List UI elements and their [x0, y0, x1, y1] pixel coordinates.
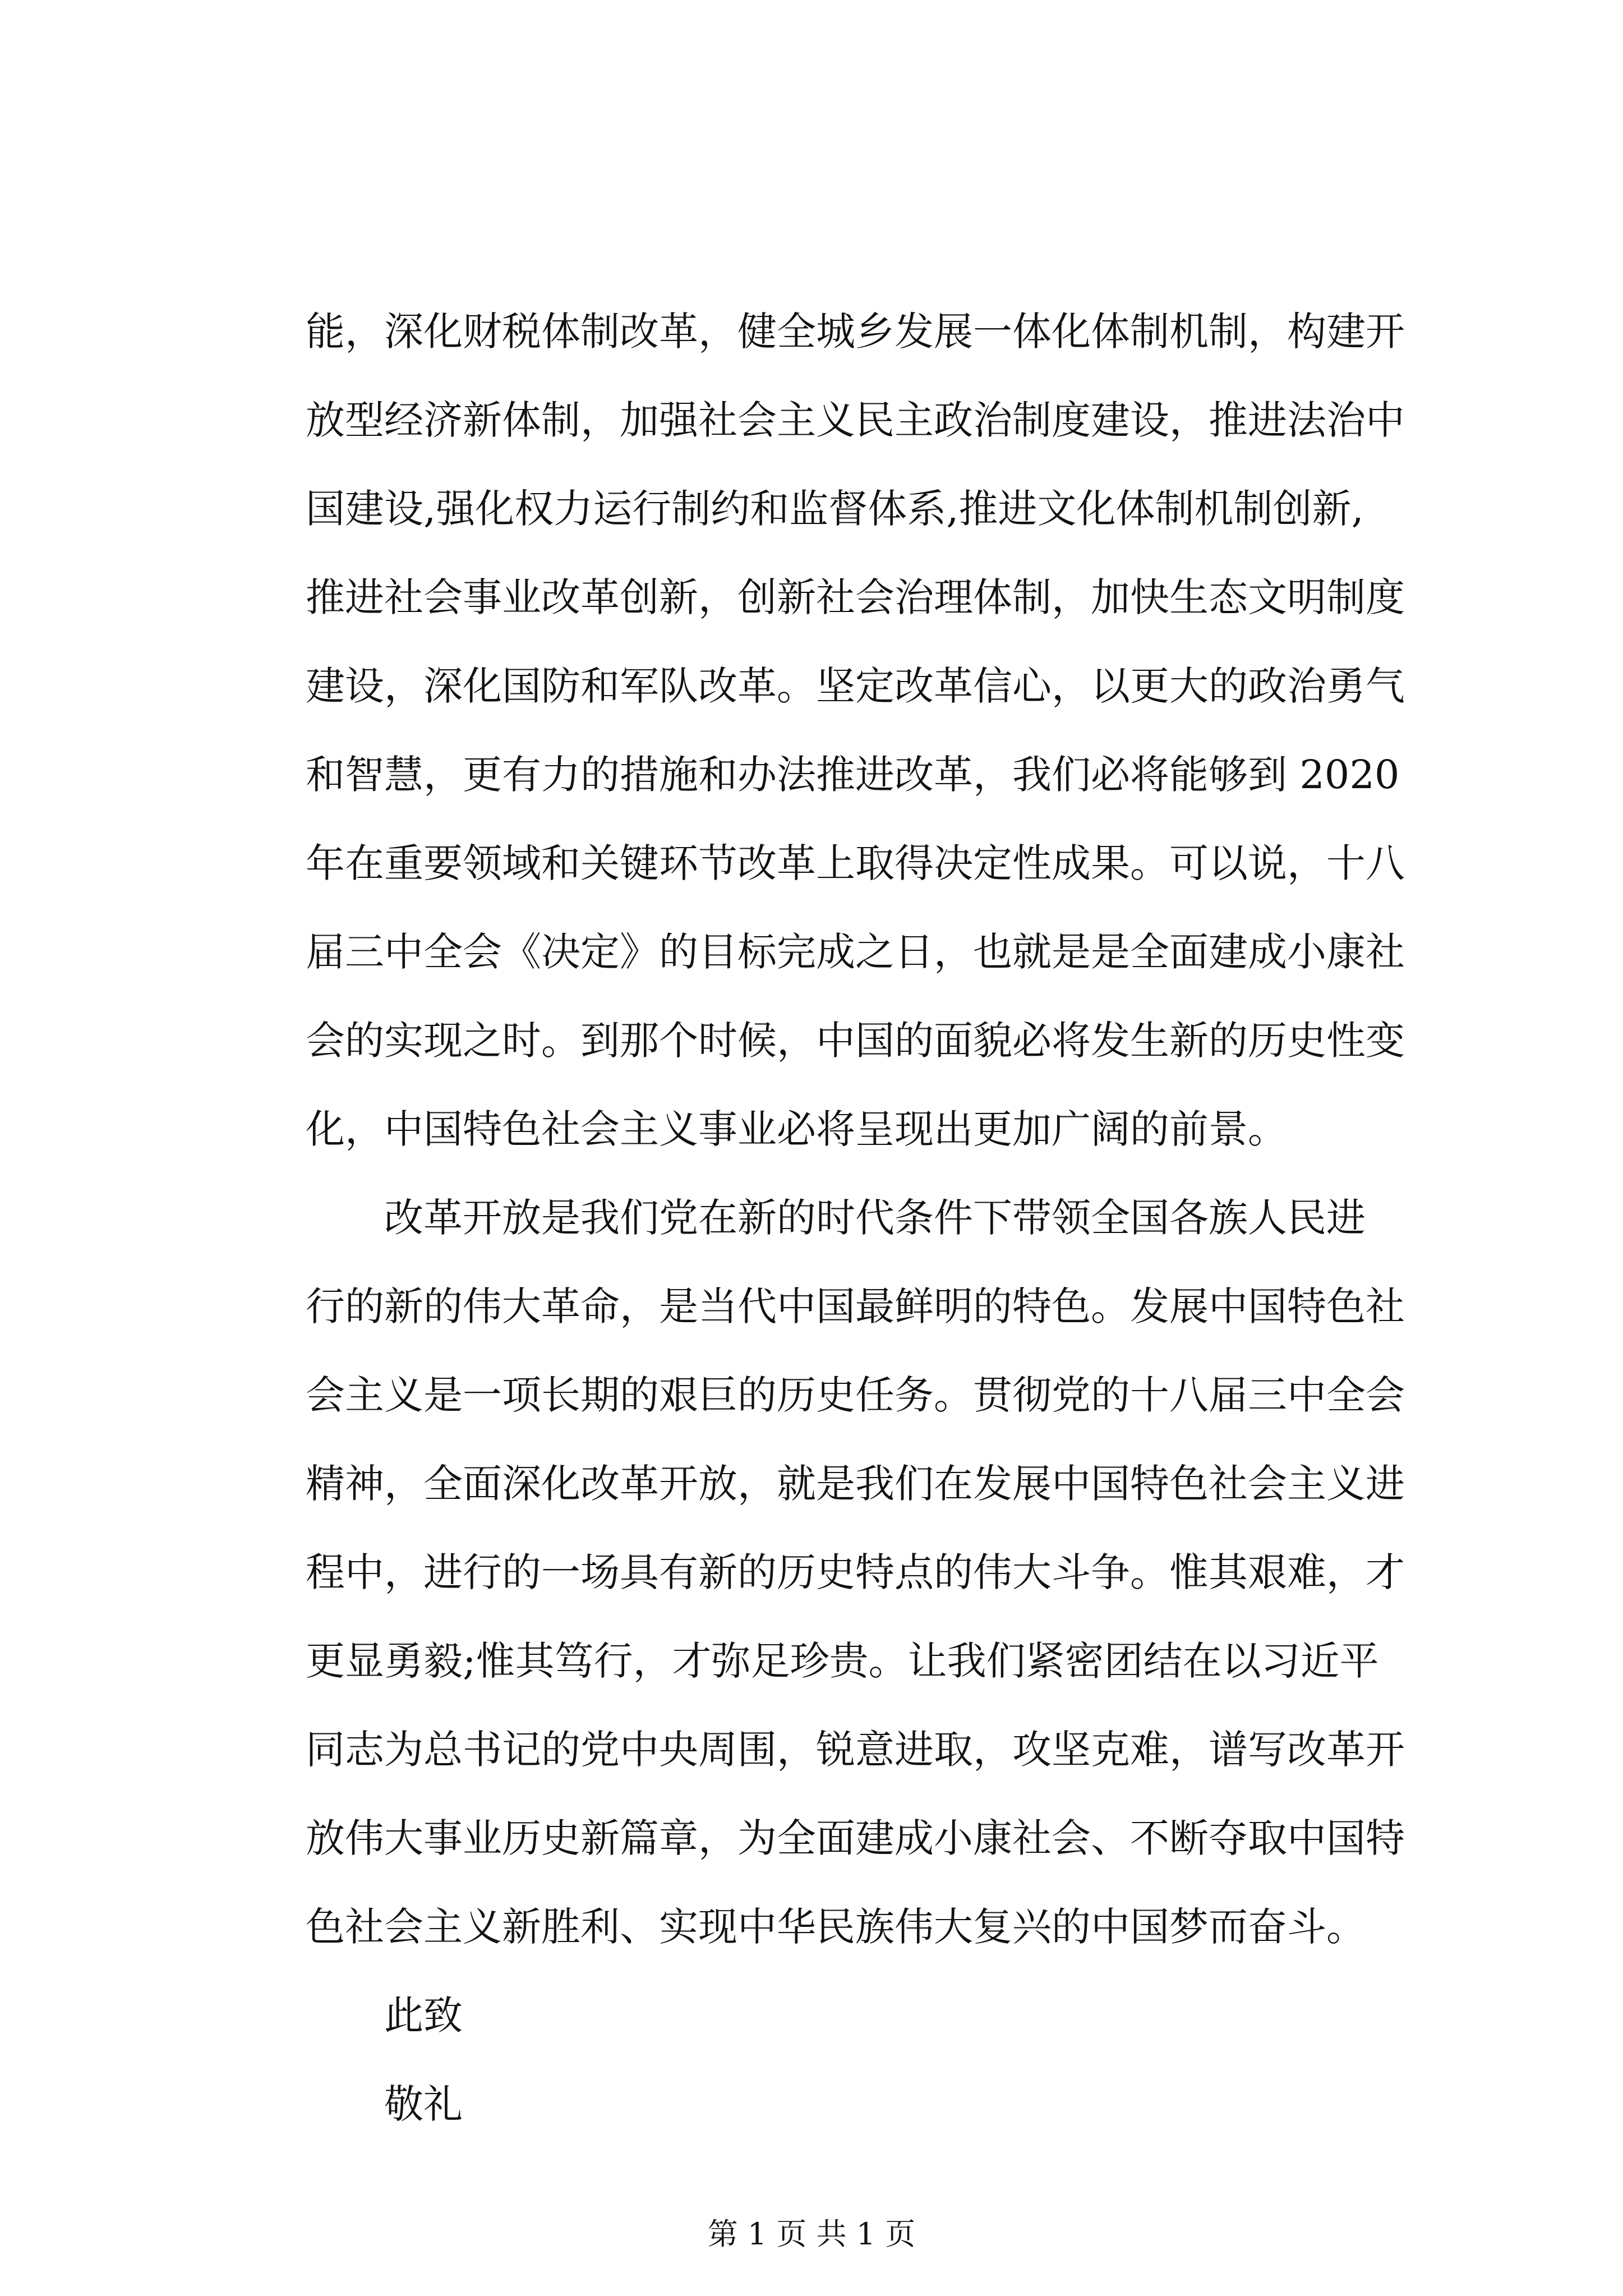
paragraph1-line: 化，中国特色社会主义事业必将呈现出更加广阔的前景。	[306, 1106, 1287, 1152]
paragraph1-line: 和智慧，更有力的措施和办法推进改革，我们必将能够到 2020	[306, 752, 1400, 798]
paragraph2-line: 改革开放是我们党在新的时代条件下带领全国各族人民进	[384, 1195, 1366, 1241]
paragraph1-line: 放型经济新体制，加强社会主义民主政治制度建设，推进法治中	[306, 397, 1405, 443]
paragraph2-line: 程中，进行的一场具有新的历史特点的伟大斗争。惟其艰难，才	[306, 1549, 1405, 1595]
paragraph2-line: 精神，全面深化改革开放，就是我们在发展中国特色社会主义进	[306, 1461, 1405, 1507]
paragraph1-line: 届三中全会《决定》的目标完成之日，也就是是全面建成小康社	[306, 929, 1405, 975]
paragraph1-line: 会的实现之时。到那个时候，中国的面貌必将发生新的历史性变	[306, 1018, 1405, 1064]
paragraph2-line: 更显勇毅;惟其笃行，才弥足珍贵。让我们紧密团结在以习近平	[306, 1638, 1379, 1684]
paragraph1-line: 推进社会事业改革创新，创新社会治理体制，加快生态文明制度	[306, 574, 1405, 620]
paragraph1-line: 建设，深化国防和军队改革。坚定改革信心，以更大的政治勇气	[306, 663, 1405, 709]
paragraph1-line: 国建设,强化权力运行制约和监督体系,推进文化体制机制创新,	[306, 486, 1364, 532]
paragraph2-line: 放伟大事业历史新篇章，为全面建成小康社会、不断夺取中国特	[306, 1815, 1405, 1861]
page-footer: 第 1 页 共 1 页	[707, 2216, 916, 2252]
paragraph2-line: 色社会主义新胜利、实现中华民族伟大复兴的中国梦而奋斗。	[306, 1904, 1366, 1950]
paragraph2-line: 同志为总书记的党中央周围，锐意进取，攻坚克难，谱写改革开	[306, 1727, 1405, 1773]
paragraph1-line: 能，深化财税体制改革，健全城乡发展一体化体制机制，构建开	[306, 309, 1405, 355]
paragraph2-line: 会主义是一项长期的艰巨的历史任务。贯彻党的十八届三中全会	[306, 1372, 1405, 1418]
closing-regards: 敬礼	[384, 2081, 463, 2127]
paragraph2-line: 行的新的伟大革命，是当代中国最鲜明的特色。发展中国特色社	[306, 1283, 1405, 1329]
closing-salutation: 此致	[384, 1993, 463, 2039]
paragraph1-line: 年在重要领域和关键环节改革上取得决定性成果。可以说，十八	[306, 840, 1405, 886]
